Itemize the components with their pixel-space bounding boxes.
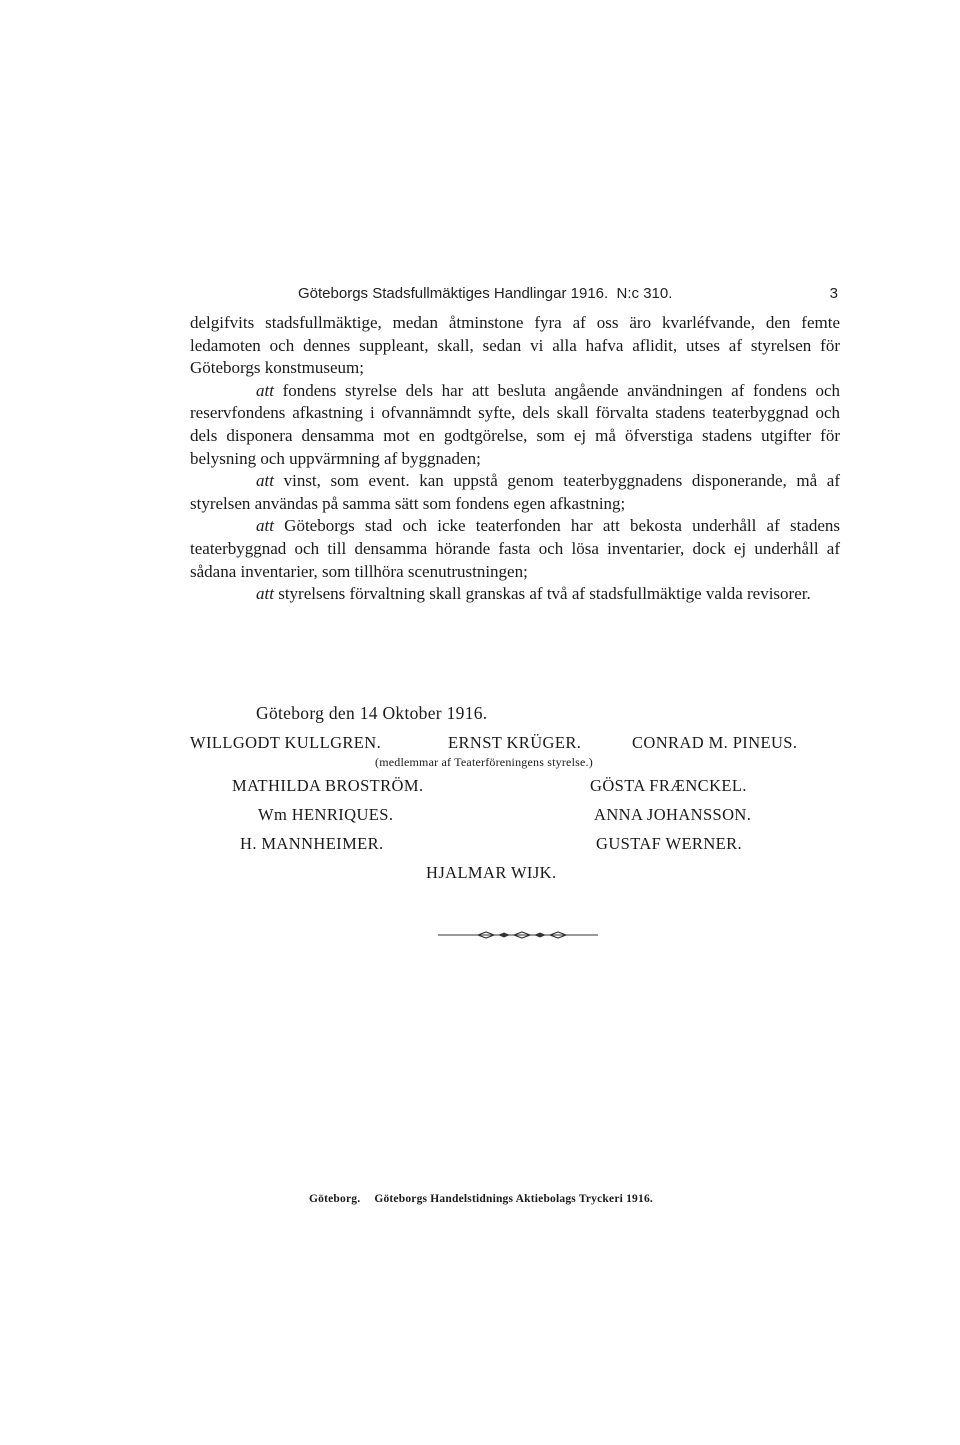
- paragraph-4-text: Göteborgs stad och icke teaterfonden har att bekosta underhåll af stadens teaterbyggnad och till densamma hörande fasta och lösa inventarier, dock ej underhåll af sådana inventarier, som tillhöra scenutrustningen;: [190, 516, 841, 581]
- att-keyword: att: [256, 584, 274, 604]
- signature-frenckel: GÖSTA FRÆNCKEL.: [590, 776, 747, 795]
- signature-mannheimer: H. MANNHEIMER.: [240, 834, 384, 853]
- imprint-printer: Göteborgs Handelstidnings Aktiebolags Tryckeri 1916.: [374, 1193, 653, 1205]
- running-header: [298, 285, 838, 302]
- signature-pineus: CONRAD M. PINEUS.: [632, 733, 798, 752]
- signature-brostrom: MATHILDA BROSTRÖM.: [232, 776, 424, 795]
- imprint-place: Göteborg.: [309, 1193, 361, 1205]
- signature-henriques: Wm HENRIQUES.: [258, 805, 394, 824]
- att-keyword: att: [256, 471, 274, 491]
- printer-imprint: [309, 1193, 653, 1205]
- signature-kruger: ERNST KRÜGER.: [448, 733, 582, 752]
- paragraph-3-text: vinst, som event. kan uppstå genom teaterbyggnadens disponerande, må af styrelsen användas på samma sätt som fondens egen afkastning;: [190, 471, 840, 513]
- signature-johansson: ANNA JOHANSSON.: [594, 805, 752, 824]
- signature-note: (medlemmar af Teaterföreningens styrelse.): [375, 755, 593, 769]
- paragraph-2-text: fondens styrelse dels har att besluta angående användningen af fondens och reservfondens afkastning i ofvannämndt syfte, dels skall förvalta stadens teaterbyggnad och dels disponera densamma mot en godtgörelse, som ej må öfverstiga stadens utgifter för belysning och uppvärmning af byggnaden;: [190, 380, 841, 468]
- signature-werner: GUSTAF WERNER.: [596, 834, 743, 853]
- paragraph-5-text: styrelsens förvaltning skall granskas af två af stadsfullmäktige valda revisorer.: [278, 584, 811, 604]
- running-title: Göteborgs Stadsfullmäktiges Handlingar 1916. N:c 310.: [298, 285, 673, 302]
- document-body: [190, 312, 840, 606]
- signature-kullgren: WILLGODT KULLGREN.: [190, 733, 382, 752]
- paragraph-4: [190, 515, 840, 583]
- att-keyword: att: [256, 380, 274, 400]
- paragraph-1: delgifvits stadsfullmäktige, medan åtminstone fyra af oss äro kvarléfvande, den femte ledamoten och dennes suppleant, skall, sedan vi alla hafva aflidit, utses af styrelsen för Göteborgs konstmuseum;: [190, 313, 840, 378]
- paragraph-5: [190, 583, 840, 606]
- page-number: 3: [829, 285, 838, 302]
- paragraph-2: [190, 380, 840, 470]
- date-line: Göteborg den 14 Oktober 1916.: [256, 703, 488, 723]
- ornament-divider-icon: [438, 929, 598, 941]
- document-number: N:c 310.: [616, 285, 673, 302]
- paragraph-3: [190, 470, 840, 515]
- att-keyword: att: [256, 516, 274, 536]
- signature-wijk: HJALMAR WIJK.: [426, 863, 557, 882]
